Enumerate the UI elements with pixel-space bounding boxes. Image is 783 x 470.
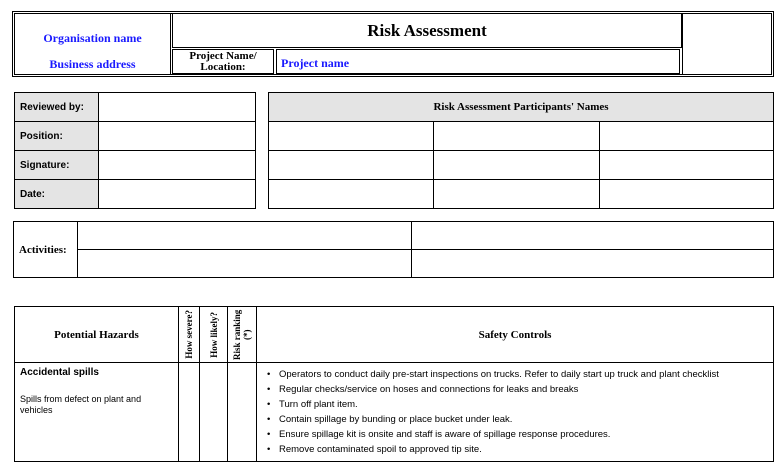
participant-cell[interactable] (434, 151, 600, 180)
organisation-block (15, 14, 171, 74)
activity-cell[interactable] (412, 222, 774, 250)
risk-ranking-header (228, 307, 257, 363)
title-block (172, 14, 682, 48)
project-label-cell (172, 49, 274, 74)
signature-field[interactable] (99, 151, 256, 180)
position-field[interactable] (99, 122, 256, 151)
ranking-cell[interactable] (228, 363, 257, 462)
participants-heading: Risk Assessment Participants' Names (269, 93, 774, 122)
activity-cell[interactable] (78, 222, 412, 250)
reviewed-by-label: Reviewed by: (15, 93, 99, 122)
participant-cell[interactable] (434, 122, 600, 151)
activity-cell[interactable] (412, 250, 774, 278)
date-label: Date: (15, 180, 99, 209)
activities-table (13, 221, 774, 278)
organisation-name: Organisation name (43, 31, 142, 45)
participant-cell[interactable] (269, 180, 434, 209)
how-likely-header (200, 307, 228, 363)
how-likely-label: How likely? (208, 311, 219, 358)
participant-cell[interactable] (269, 122, 434, 151)
hazard-description: Spills from defect on plant and vehicles (20, 394, 142, 415)
signature-label: Signature: (15, 151, 99, 180)
reviewed-by-field[interactable] (99, 93, 256, 122)
review-table (14, 92, 256, 209)
controls-list (261, 367, 769, 457)
participant-cell[interactable] (600, 122, 774, 151)
potential-hazards-header: Potential Hazards (15, 307, 179, 363)
position-label: Position: (15, 122, 99, 151)
participant-cell[interactable] (434, 180, 600, 209)
list-item: • Remove contaminated spoil to approved tip site. (261, 442, 769, 457)
list-item: • Operators to conduct daily pre-start inspections on trucks. Refer to daily start up truck and plant checklist (261, 367, 769, 382)
header-box (14, 13, 772, 75)
how-severe-label: How severe? (184, 310, 194, 359)
activities-label: Activities: (14, 222, 78, 278)
page-title: Risk Assessment (367, 21, 487, 40)
controls-cell (257, 363, 774, 462)
hazard-title: Accidental spills (20, 367, 99, 378)
participant-cell[interactable] (269, 151, 434, 180)
participants-table (268, 92, 774, 209)
project-label: Project Name/ Location: (189, 50, 257, 73)
hazards-table (14, 306, 774, 462)
logo-cell (682, 14, 772, 74)
participant-cell[interactable] (600, 151, 774, 180)
how-severe-header (179, 307, 200, 363)
likelihood-cell[interactable] (200, 363, 228, 462)
participant-cell[interactable] (600, 180, 774, 209)
hazard-cell (15, 363, 179, 462)
activity-cell[interactable] (78, 250, 412, 278)
project-name-value[interactable]: Project name (281, 56, 350, 70)
list-item: • Ensure spillage kit is onsite and staff is aware of spillage response procedures. (261, 427, 769, 442)
severity-cell[interactable] (179, 363, 200, 462)
business-address: Business address (49, 57, 136, 71)
table-row (15, 363, 774, 462)
list-item: • Contain spillage by bunding or place bucket under leak. (261, 412, 769, 427)
list-item: • Turn off plant item. (261, 397, 769, 412)
safety-controls-header: Safety Controls (257, 307, 774, 363)
risk-ranking-label: Risk ranking (*) (232, 309, 252, 360)
list-item: • Regular checks/service on hoses and connections for leaks and breaks (261, 382, 769, 397)
date-field[interactable] (99, 180, 256, 209)
project-value-cell[interactable] (276, 49, 680, 74)
